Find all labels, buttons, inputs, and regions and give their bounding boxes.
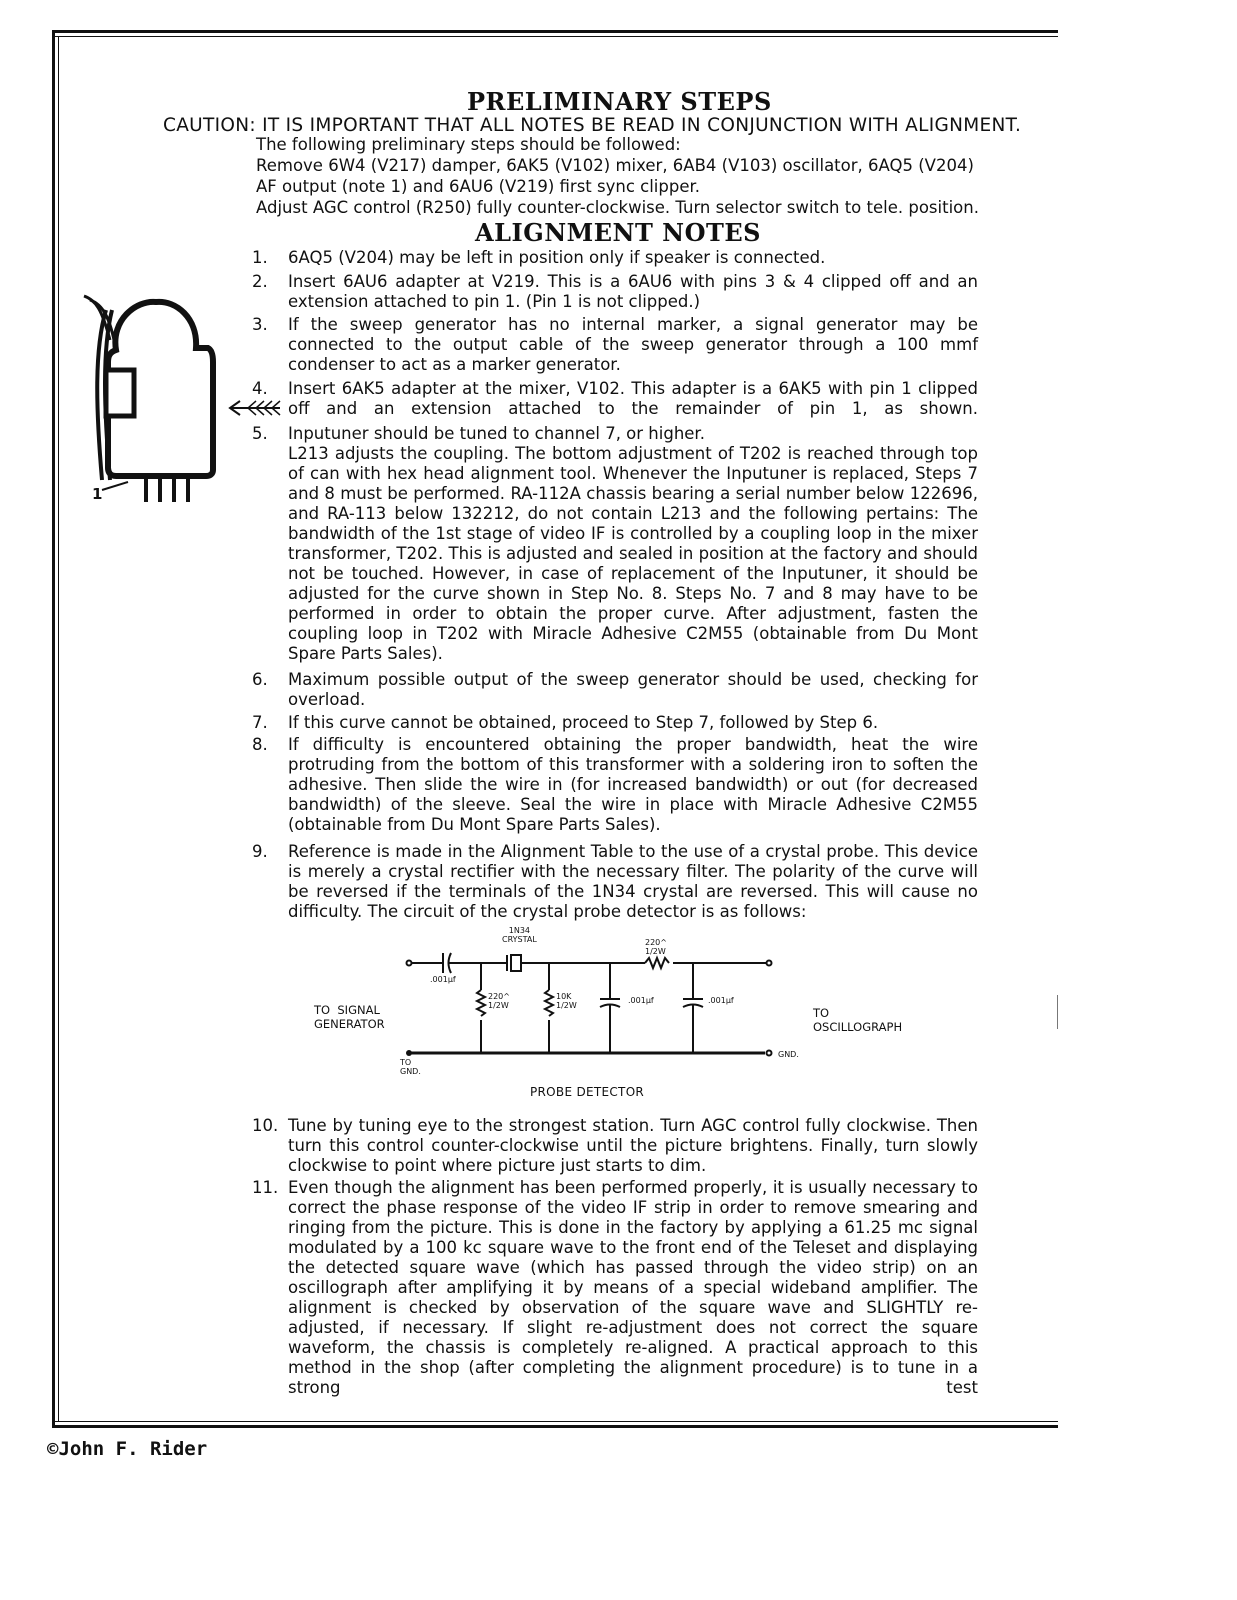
gnd-label: GND. xyxy=(778,1050,799,1059)
margin-mark xyxy=(1057,995,1058,1029)
preliminary-line: The following preliminary steps should be followed: xyxy=(256,135,681,154)
note-number: 7. xyxy=(252,713,268,732)
crystal-label: 1N34 CRYSTAL xyxy=(502,926,537,944)
output-terminal-icon xyxy=(767,961,772,966)
to-signal-generator-label: TO SIGNAL GENERATOR xyxy=(314,1003,385,1031)
note-text: Maximum possible output of the sweep generator should be used, checking for overload. xyxy=(288,670,978,709)
resistor-label: 10K 1/2W xyxy=(556,992,577,1010)
note-number: 5. xyxy=(252,424,268,443)
note-number: 4. xyxy=(252,379,268,398)
preliminary-line: Remove 6W4 (V217) damper, 6AK5 (V102) mixer, 6AB4 (V103) oscillator, 6AQ5 (V204) xyxy=(256,156,974,175)
note-text: Tune by tuning eye to the strongest station. Turn AGC control fully clockwise. Then turn this control counter-clockwise until the picture brightens. Finally, turn slowly clockwise to point where picture just starts to dim. xyxy=(288,1116,978,1175)
resistor-icon xyxy=(477,990,485,1016)
capacitor-label: .001μf xyxy=(628,996,654,1005)
caution-line: CAUTION: IT IS IMPORTANT THAT ALL NOTES BE READ IN CONJUNCTION WITH ALIGNMENT. xyxy=(163,115,1022,136)
preliminary-line: AF output (note 1) and 6AU6 (V219) first sync clipper. xyxy=(256,177,700,196)
note-text: If the sweep generator has no internal marker, a signal generator may be connected to the output cable of the sweep generator through a 100 mmf condenser to act as a marker generator. xyxy=(288,315,978,374)
probe-detector-schematic xyxy=(395,935,795,1075)
note-text: Insert 6AU6 adapter at V219. This is a 6AU6 with pins 3 & 4 clipped off and an extension attached to pin 1. (Pin 1 is not clipped.) xyxy=(288,272,978,311)
frame-border-left-inner xyxy=(58,36,59,1422)
tube-adapter-figure xyxy=(76,290,226,505)
note-text: L213 adjusts the coupling. The bottom adjustment of T202 is reached through top of can with hex head alignment tool. Whenever the Inputuner is replaced, Steps 7 and 8 must be performed. RA-112A chassis bearing a serial number below 122696, and RA-113 below 132212, do not contain L213 and the following pertains: The bandwidth of the 1st stage of video IF is controlled by a coupling loop in the mixer transformer, T202. This is adjusted and sealed in position at the factory and should not be touched. However, in case of replacement of the Inputuner, it should be adjusted for the curve shown in Step No. 8. Steps No. 7 and 8 may have to be performed in order to obtain the proper curve. After adjustment, fasten the coupling loop in T202 with Miracle Adhesive C2M55 (obtainable from Du Mont Spare Parts Sales). xyxy=(288,444,978,663)
note-text: Inputuner should be tuned to channel 7, or higher. xyxy=(288,424,705,443)
note-number: 1. xyxy=(252,248,268,267)
note-text: Reference is made in the Alignment Table to the use of a crystal probe. This device is merely a crystal rectifier with the necessary filter. The polarity of the curve will be reversed if the terminals of the 1N34 crystal are reversed. This will cause no difficulty. The circuit of the crystal probe detector is as follows: xyxy=(288,842,978,921)
frame-border-top xyxy=(52,30,1058,33)
to-oscillograph-label: TO OSCILLOGRAPH xyxy=(813,1006,903,1034)
note-number: 6. xyxy=(252,670,268,689)
to-gnd-label: TO GND. xyxy=(400,1058,421,1076)
copyright-notice: ©John F. Rider xyxy=(47,1438,208,1460)
frame-border-top-inner xyxy=(52,36,1058,37)
capacitor-label: .001μf xyxy=(430,975,456,984)
note-number: 11. xyxy=(252,1178,279,1197)
probe-detector-caption: PROBE DETECTOR xyxy=(530,1085,645,1099)
note-text: Insert 6AK5 adapter at the mixer, V102. This adapter is a 6AK5 with pin 1 clipped off and an extension attached to the remainder of pin 1, as shown. xyxy=(288,379,978,418)
preliminary-steps-block xyxy=(256,134,979,218)
resistor-label: 220^ 1/2W xyxy=(645,938,667,956)
gnd-terminal-icon xyxy=(406,1050,412,1056)
frame-border-bottom xyxy=(52,1425,1058,1428)
note-text: If difficulty is encountered obtaining the proper bandwidth, heat the wire protruding from the bottom of this transformer with a soldering iron to soften the adhesive. Then slide the wire in (for increased bandwidth) or out (for decreased bandwidth) of the sleeve. Seal the wire in place with Miracle Adhesive C2M55 (obtainable from Du Mont Spare Parts Sales). xyxy=(288,735,978,834)
frame-border-bottom-inner xyxy=(52,1421,1058,1422)
crystal-diode-icon xyxy=(511,955,521,971)
heading-preliminary-steps: PRELIMINARY STEPS xyxy=(467,87,772,116)
preliminary-line: Adjust AGC control (R250) fully counter-clockwise. Turn selector switch to tele. position. xyxy=(256,198,979,217)
note-number: 9. xyxy=(252,842,268,861)
input-terminal-icon xyxy=(407,961,412,966)
note-number: 10. xyxy=(252,1116,279,1135)
pin-pointer-arrow-icon xyxy=(102,482,128,490)
note-text: 6AQ5 (V204) may be left in position only if speaker is connected. xyxy=(288,248,826,267)
sleeve-icon xyxy=(106,370,134,416)
resistor-icon xyxy=(545,990,553,1016)
frame-border-left xyxy=(52,30,55,1428)
resistor-label: 220^ 1/2W xyxy=(488,992,510,1010)
heading-alignment-notes: ALIGNMENT NOTES xyxy=(475,218,761,247)
gnd-terminal-icon xyxy=(767,1051,772,1056)
resistor-icon xyxy=(645,958,669,968)
note-number: 2. xyxy=(252,272,268,291)
pointer-arrow-icon xyxy=(228,398,284,418)
note-text: Even though the alignment has been performed properly, it is usually necessary to correct the phase response of the video IF strip in order to remove smearing and ringing from the picture. This is done in the factory by applying a 61.25 mc signal modulated by a 100 kc square wave to the front end of the Teleset and displaying the detected square wave (which has passed through the video strip) on an oscillograph after amplifying it by means of a special wideband amplifier. The alignment is checked by observation of the square wave and SLIGHTLY re-adjusted, if necessary. If slight re-adjustment does not correct the square waveform, the chassis is completely re-aligned. A practical approach to this method in the shop (after completing the alignment procedure) is to tune in a strong test xyxy=(288,1178,978,1397)
note-text: If this curve cannot be obtained, proceed to Step 7, followed by Step 6. xyxy=(288,713,879,732)
capacitor-label: .001μf xyxy=(708,996,734,1005)
note-number: 8. xyxy=(252,735,268,754)
note-number: 3. xyxy=(252,315,268,334)
pin-label: 1 xyxy=(92,485,103,503)
